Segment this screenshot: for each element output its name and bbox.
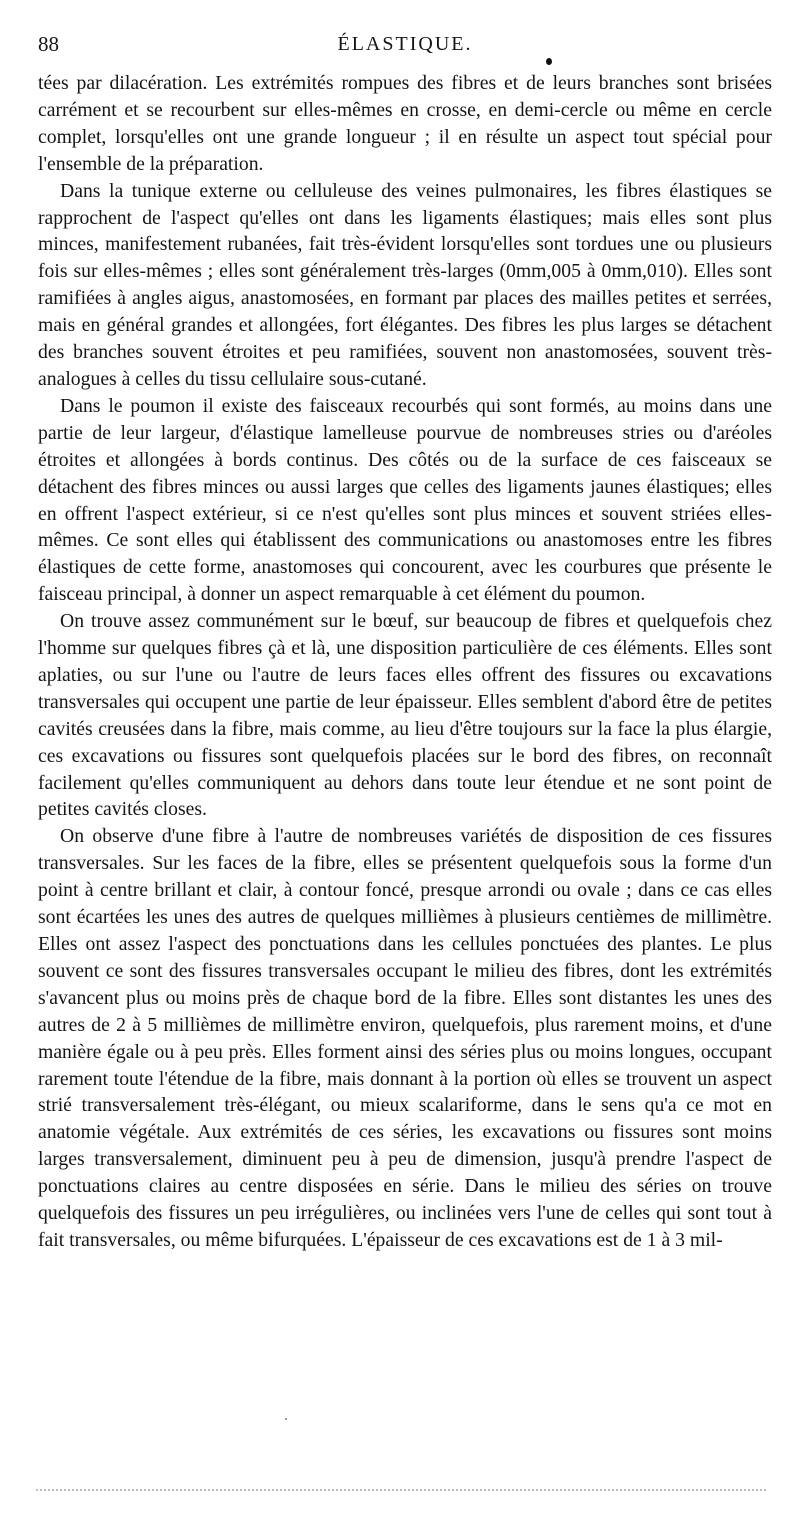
book-page xyxy=(38,24,772,1251)
ink-dot xyxy=(546,58,552,65)
running-head xyxy=(38,24,772,60)
paragraph-pulmonary-veins: Dans la tunique externe ou celluleuse des veines pulmonaires, les fibres élastiques se rapprochent de l'aspect qu'elles ont dans les ligaments élastiques; mais elles sont plus minces, manifestement rubanées, fait très-évident lorsqu'elles sont tordues une ou plusieurs fois sur elles-mêmes ; elles sont généralement très-larges (0mm,005 à 0mm,010). Elles sont ramifiées à angles aigus, anastomosées, en formant par places des mailles petites et serrées, mais en général grandes et allongées, fort élégantes. Des fibres les plus larges se détachent des branches souvent étroites et peu ramifiées, souvent non anastomosées, souvent très-analogues à celles du tissu cellulaire sous-cutané. xyxy=(38,179,772,390)
page-number: 88 xyxy=(38,32,59,56)
body-text xyxy=(38,70,772,1254)
running-title: ÉLASTIQUE. xyxy=(337,33,473,55)
paragraph-lung-bundles: Dans le poumon il existe des faisceaux recourbés qui sont formés, au moins dans une partie de leur largeur, d'élastique lamelleuse pourvue de nombreuses stries ou d'aréoles étroites et allongées à bords continus. Des côtés ou de la surface de ces faisceaux se détachent des fibres minces ou aussi larges que celles des ligaments jaunes élastiques; elles en offrent l'aspect extérieur, si ce n'est qu'elles sont plus minces et souvent striées elles-mêmes. Ce sont elles qui établissent des communications ou anastomoses entre les fibres élastiques de cette forme, anastomoses qui concourent, avec les courbures que présente le faisceau principal, à donner un aspect remarquable à cet élément du poumon. xyxy=(38,394,772,606)
paragraph-transverse-fissures: On observe d'une fibre à l'autre de nombreuses variétés de disposition de ces fissures transversales. Sur les faces de la fibre, elles se présentent quelquefois sous la forme d'un point à centre brillant et clair, à contour foncé, presque arrondi ou ovale ; dans ce cas elles sont écartées les unes des autres de quelques millièmes à plusieurs centièmes de millimètre. Elles ont assez l'aspect des ponctuations dans les cellules ponctuées des plantes. Le plus souvent ce sont des fissures transversales occupant le milieu des fibres, dont les extrémités s'avancent plus ou moins près de chaque bord de la fibre. Elles sont distantes les unes des autres de 2 à 5 millièmes de millimètre environ, quelquefois, plus rarement moins, et d'une manière égale ou à peu près. Elles forment ainsi des séries plus ou moins longues, occupant rarement toute l'étendue de la fibre, mais donnant à la portion où elles se trouvent un aspect strié transversalement très-élégant, ou mieux scalariforme, dans le sens qu'a ce mot en anatomie végétale. Aux extrémités de ces séries, les excavations ou fissures sont moins larges transversalement, diminuent peu à peu de dimension, jusqu'à prendre l'aspect de ponctuations claires au centre disposées en série. Dans le milieu des séries on trouve quelquefois des fissures un peu irrégulières, ou inclinées vers l'une de celles qui sont tout à fait transversales, ou même bifurquées. L'épaisseur de ces excavations est de 1 à 3 mil- xyxy=(38,825,772,1251)
paragraph-bovine-fibres: On trouve assez communément sur le bœuf, sur beaucoup de fibres et quelquefois chez l'homme sur quelques fibres çà et là, une disposition particulière de ces éléments. Elles sont aplaties, ou sur l'une ou l'autre de leurs faces elles offrent des fissures ou excavations transversales qui occupent une partie de leur épaisseur. Elles semblent d'abord être de petites cavités creusées dans la fibre, mais comme, au lieu d'être toujours sur la face la plus élargie, ces excavations ou fissures sont quelquefois placées sur le bord des fibres, on reconnaît facilement qu'elles communiquent au dehors dans toute leur étendue et ne sont point de petites cavités closes. xyxy=(38,610,772,821)
scan-speck xyxy=(285,1418,287,1420)
paragraph-continuation: tées par dilacération. Les extrémités rompues des fibres et de leurs branches sont brisées carrément et se recourbent sur elles-mêmes en crosse, en demi-cercle ou même en cercle complet, lorsqu'elles ont une grande longueur ; il en résulte un aspect tout spécial pour l'ensemble de la préparation. xyxy=(38,72,772,175)
scan-bottom-artifact xyxy=(36,1489,766,1491)
